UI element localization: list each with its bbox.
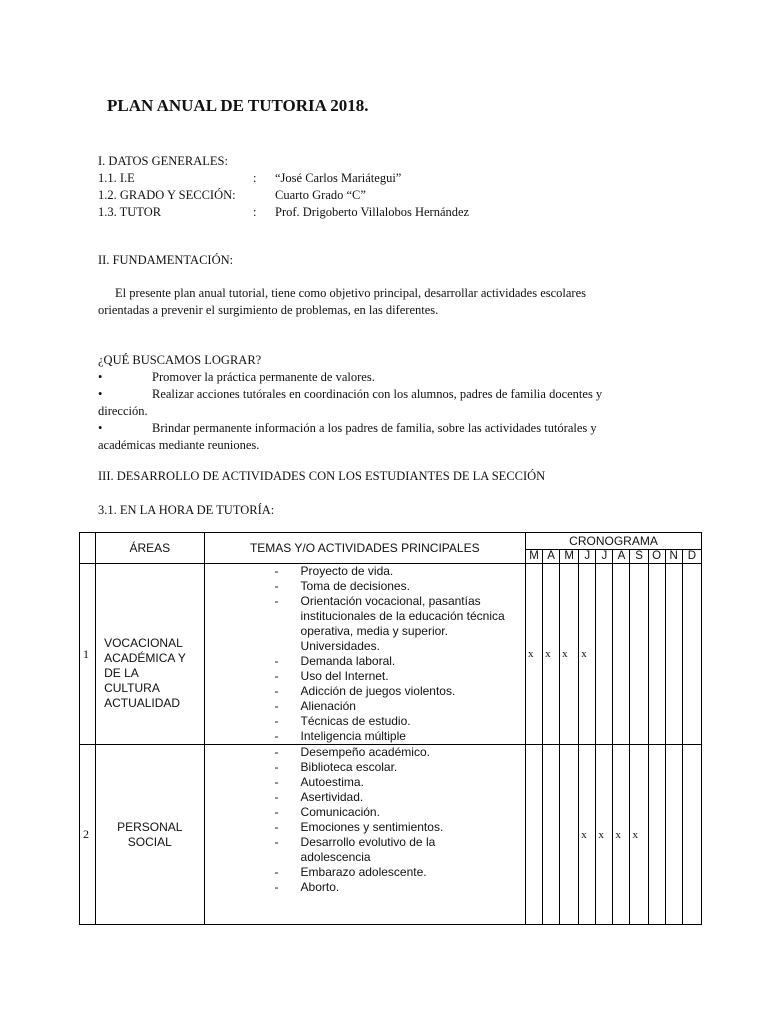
month-mark <box>665 745 682 925</box>
datos-label-ie: 1.1. I.E <box>98 171 135 185</box>
month-mark <box>560 745 579 925</box>
area-line: VOCACIONAL <box>104 636 183 650</box>
area-line: PERSONAL <box>117 819 183 834</box>
topic-item: - Uso del Internet. <box>275 669 525 684</box>
month-header: A <box>543 550 560 564</box>
topics-cell <box>204 745 525 925</box>
topic-item: - Comunicación. <box>275 805 525 820</box>
topic-item: - Adicción de juegos violentos. <box>275 684 525 699</box>
month-mark <box>682 745 701 925</box>
month-header: O <box>648 550 665 564</box>
month-mark: x <box>543 564 560 745</box>
topic-item: - Embarazo adolescente. <box>275 865 525 880</box>
area-cell <box>96 564 204 745</box>
area-line: DE LA <box>104 666 139 680</box>
month-header: J <box>579 550 596 564</box>
fundamentacion-line: El presente plan anual tutorial, tiene como objetivo principal, desarrollar actividades escolares <box>115 286 587 300</box>
topic-item: - Aborto. <box>275 880 525 895</box>
topic-item: - Autoestima. <box>275 775 525 790</box>
hora-heading: 3.1. EN LA HORA DE TUTORÍA: <box>98 503 275 517</box>
topic-item: - Orientación vocacional, pasantías <box>275 594 525 609</box>
area-line: CULTURA <box>104 681 160 695</box>
month-mark: x <box>526 564 543 745</box>
month-mark <box>630 564 648 745</box>
topic-item-cont: Universidades. <box>300 639 380 653</box>
topic-item: - Emociones y sentimientos. <box>275 820 525 835</box>
topic-item: - Inteligencia múltiple <box>275 729 525 744</box>
area-line: ACADÉMICA Y <box>104 651 186 665</box>
topic-item: - Técnicas de estudio. <box>275 714 525 729</box>
month-header: A <box>613 550 630 564</box>
month-header: M <box>560 550 579 564</box>
month-mark: x <box>579 564 596 745</box>
datos-value-ie: “José Carlos Mariátegui” <box>275 171 402 185</box>
month-header: D <box>682 550 701 564</box>
area-line: SOCIAL <box>127 834 172 849</box>
topic-item: - Asertividad. <box>275 790 525 805</box>
month-header: N <box>665 550 682 564</box>
fundamentacion-heading: II. FUNDAMENTACIÓN: <box>98 253 234 267</box>
topic-item: - Alienación <box>275 699 525 714</box>
logro-item-cont: académicas mediante reuniones. <box>98 438 260 452</box>
topic-item: - Toma de decisiones. <box>275 579 525 594</box>
datos-sep-tutor: : <box>253 205 257 219</box>
tutoria-table <box>79 532 702 925</box>
logros-heading: ¿QUÉ BUSCAMOS LOGRAR? <box>98 353 262 367</box>
topic-item: - Desarrollo evolutivo de la <box>275 835 525 850</box>
topic-item: - Proyecto de vida. <box>275 564 525 579</box>
month-mark <box>526 745 543 925</box>
num-header <box>80 533 96 564</box>
bullet-icon: • <box>98 421 103 435</box>
topic-item-cont: operativa, media y superior. <box>300 624 448 638</box>
topic-item-cont: adolescencia <box>300 850 371 864</box>
month-mark <box>648 564 665 745</box>
month-mark <box>543 745 560 925</box>
area-line: ACTUALIDAD <box>104 696 181 710</box>
month-mark: x <box>560 564 579 745</box>
month-header: J <box>596 550 613 564</box>
month-header: S <box>630 550 648 564</box>
month-mark <box>613 564 630 745</box>
logro-item: Promover la práctica permanente de valores. <box>152 370 375 384</box>
month-mark <box>665 564 682 745</box>
table-row <box>80 745 702 925</box>
areas-header: ÁREAS <box>96 533 204 564</box>
topic-item: - Biblioteca escolar. <box>275 760 525 775</box>
logro-item: Realizar acciones tutórales en coordinación con los alumnos, padres de familia docentes y <box>152 387 603 401</box>
fundamentacion-line: orientadas a prevenir el surgimiento de problemas, en las diferentes. <box>98 303 439 317</box>
datos-value-grado: Cuarto Grado “C” <box>275 188 366 202</box>
month-mark: x <box>596 745 613 925</box>
month-mark: x <box>613 745 630 925</box>
month-mark: x <box>579 745 596 925</box>
row-number: 2 <box>80 745 96 925</box>
temas-header: TEMAS Y/O ACTIVIDADES PRINCIPALES <box>204 533 525 564</box>
month-mark <box>648 745 665 925</box>
month-header: M <box>526 550 543 564</box>
bullet-icon: • <box>98 387 103 401</box>
datos-label-tutor: 1.3. TUTOR <box>98 205 162 219</box>
bullet-icon: • <box>98 370 103 384</box>
month-mark: x <box>630 745 648 925</box>
month-mark <box>682 564 701 745</box>
logro-item: Brindar permanente información a los padres de familia, sobre las actividades tutórales y <box>152 421 597 435</box>
row-number: 1 <box>80 564 96 745</box>
topics-cell <box>204 564 525 745</box>
datos-heading: I. DATOS GENERALES: <box>98 154 228 168</box>
cronograma-header: CRONOGRAMA <box>526 533 702 550</box>
topic-item: - Demanda laboral. <box>275 654 525 669</box>
month-mark <box>596 564 613 745</box>
topic-item-cont: institucionales de la educación técnica <box>300 609 505 623</box>
datos-sep-ie: : <box>253 171 257 185</box>
topic-item: - Desempeño académico. <box>275 745 525 760</box>
datos-label-grado: 1.2. GRADO Y SECCIÓN: <box>98 188 236 202</box>
table-row <box>80 564 702 745</box>
page-title: PLAN ANUAL DE TUTORIA 2018. <box>107 96 369 115</box>
desarrollo-heading: III. DESARROLLO DE ACTIVIDADES CON LOS ESTUDIANTES DE LA SECCIÓN <box>98 469 546 483</box>
datos-value-tutor: Prof. Drigoberto Villalobos Hernández <box>275 205 470 219</box>
logro-item-cont: dirección. <box>98 404 148 418</box>
area-cell <box>96 745 204 925</box>
